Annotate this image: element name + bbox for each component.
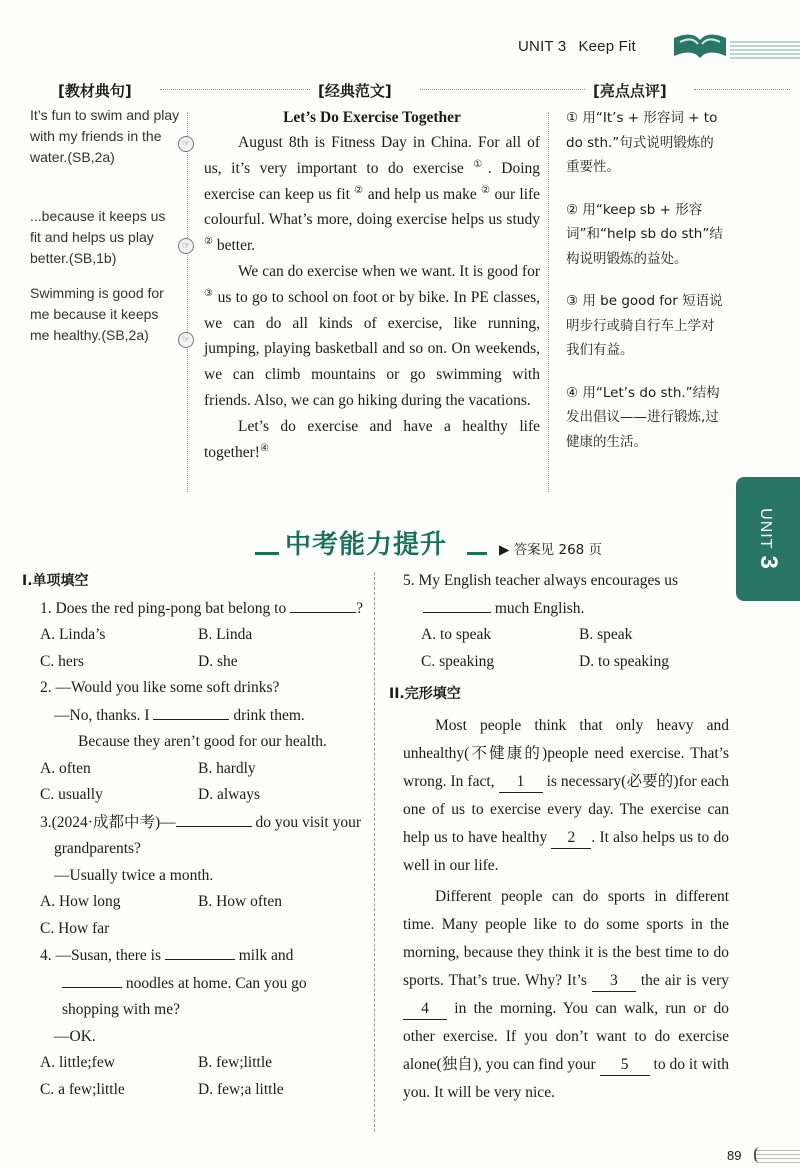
textbook-quote: Swimming is good for me because it keeps me healthy.(SB,2a) (30, 285, 164, 343)
option[interactable]: D. always (198, 786, 260, 803)
textbook-quote: ...because it keeps us fit and helps us play better.(SB,1b) (30, 208, 166, 266)
option[interactable]: D. she (198, 652, 238, 670)
option[interactable]: C. speaking (421, 652, 495, 670)
answer-blank[interactable] (62, 970, 122, 988)
link-marker-icon: ☞ (178, 238, 194, 254)
section-heading: I.单项填空 (22, 573, 89, 589)
answer-blank[interactable] (176, 809, 252, 827)
cloze-blank-3[interactable]: 3 (592, 971, 636, 992)
page-number: 89 (727, 1148, 742, 1163)
section-heading: II.完形填空 (389, 686, 461, 702)
essay-comments (566, 106, 726, 472)
option[interactable]: A. often (40, 759, 91, 777)
options (22, 889, 367, 942)
options (389, 622, 729, 675)
divider (420, 89, 585, 90)
comment-item: ① 用“It’s + 形容词 + to do sth.”句式说明锻炼的重要性。 (566, 110, 718, 175)
comment-item: ③ 用 be good for 短语说明步行或骑自行车上学对我们有益。 (566, 293, 723, 358)
divider (694, 89, 790, 90)
comment-item: ② 用“keep sb + 形容词”和“help sb do sth”结构说明锻炼的益处。 (566, 201, 723, 267)
page-header (0, 0, 800, 76)
arrow-right-icon: ▶ (499, 542, 510, 558)
unit-side-tab: UNIT3 (736, 477, 800, 601)
option[interactable]: B. How often (198, 893, 282, 910)
option[interactable]: B. few;little (198, 1054, 273, 1071)
model-essay (204, 106, 540, 465)
essay-title: Let’s Do Exercise Together (283, 109, 461, 126)
essay-paragraph: We can do exercise when we want. It is good for ③ us to go to school on foot or by bike. In PE classes, we can do all kinds of exercise, like running, jumping, playing basketball and so on. On weekends, we can climb mountains or go swimming with friends. Also, we can go hiking during the vacations. (204, 262, 540, 409)
option[interactable]: A. to speak (421, 626, 492, 643)
question-3: 3.(2024·成都中考)— do you visit your grandparents? —Usually twice a month. (22, 809, 367, 890)
option[interactable]: A. little;few (40, 1054, 115, 1071)
banner-title: 中考能力提升 (285, 530, 448, 560)
section-heading-comments: [亮点点评] (593, 82, 667, 100)
textbook-quote: It’s fun to swim and play with my friends in the water.(SB,2a) (30, 107, 180, 165)
cloze-blank-4[interactable]: 4 (403, 999, 447, 1020)
essay-paragraph: August 8th is Fitness Day in China. For all of us, it’s very important to do exercise ①. Doing exercise can keep us fit ② and help us make ② our life colourful. What’s more, doing exercise helps us study ② better. (204, 134, 541, 255)
option[interactable]: B. speak (579, 626, 633, 643)
comment-item: ④ 用“Let’s do sth.”结构发出倡议——进行锻炼,过健康的生活。 (566, 384, 720, 450)
column-divider (374, 572, 375, 1132)
option[interactable]: D. few;a little (198, 1080, 284, 1098)
cloze-paragraph: Most people think that only heavy and unhealthy(不健康的)people need exercise. That’s wrong. In fact, 1 is necessary(必要的)for each one of us to exercise every day. The exercise can help us to have healthy 2 . It also helps us to do well in our life. (403, 716, 730, 874)
cloze-blank-2[interactable]: 2 (551, 828, 591, 849)
option[interactable]: C. hers (40, 652, 84, 670)
textbook-quotes (30, 105, 180, 346)
option[interactable]: C. How far (40, 919, 110, 937)
section-heading-textbook: [教材典句] (58, 82, 132, 100)
answer-blank[interactable] (290, 595, 356, 613)
answer-blank[interactable] (423, 595, 491, 613)
option[interactable]: B. hardly (198, 759, 256, 777)
essay-paragraph: Let’s do exercise and have a healthy life together!④ (204, 417, 540, 461)
options (22, 756, 367, 809)
cloze-blank-5[interactable]: 5 (600, 1055, 650, 1076)
answer-blank[interactable] (165, 942, 235, 960)
section-heading-essay: [经典范文] (318, 82, 392, 100)
column-divider (187, 112, 188, 492)
question-1: 1. Does the red ping-pong bat belong to ? (22, 595, 367, 623)
question-4: 4. —Susan, there is milk and noodles at home. Can you go shopping with me? —OK. (22, 942, 367, 1050)
options (22, 1050, 367, 1103)
question-5: 5. My English teacher always encourages us much English. (403, 572, 679, 617)
header-unit-title: UNIT 3 Keep Fit (518, 38, 636, 55)
option[interactable]: D. to speaking (579, 652, 669, 670)
cloze-blank-1[interactable]: 1 (499, 772, 543, 793)
answer-reference: ▶ 答案见 268 页 (499, 542, 603, 558)
option[interactable]: B. Linda (198, 626, 253, 643)
link-marker-icon: ☞ (178, 332, 194, 348)
section-banner (255, 520, 615, 560)
options (22, 622, 367, 675)
answer-blank[interactable] (153, 702, 229, 720)
banner-line (255, 552, 279, 555)
option[interactable]: A. How long (40, 893, 121, 910)
multiple-choice-section (22, 568, 367, 1103)
cloze-paragraph: Different people can do sports in different time. Many people like to do some sports in the morning, because they think it is the best time to do sports. That’s true. Why? It’s 3 the air is very 4 in the morning. You can walk, run or do other exercise. If you don’t want to do exercise alone(独自), you can find your 5 to do it with you. It will be very nice. (403, 887, 730, 1101)
book-logo-icon (672, 26, 800, 66)
banner-line (467, 552, 487, 555)
option[interactable]: C. a few;little (40, 1080, 125, 1098)
option[interactable]: A. Linda’s (40, 626, 106, 643)
option[interactable]: C. usually (40, 786, 103, 803)
right-exercise-column (389, 568, 729, 1107)
link-marker-icon: ☞ (178, 136, 194, 152)
column-divider (548, 112, 549, 492)
divider (160, 89, 310, 90)
page-edge-decoration (754, 1147, 800, 1163)
question-2: 2. —Would you like some soft drinks? —No, thanks. I drink them. Because they aren’t good for our health. (40, 679, 327, 750)
